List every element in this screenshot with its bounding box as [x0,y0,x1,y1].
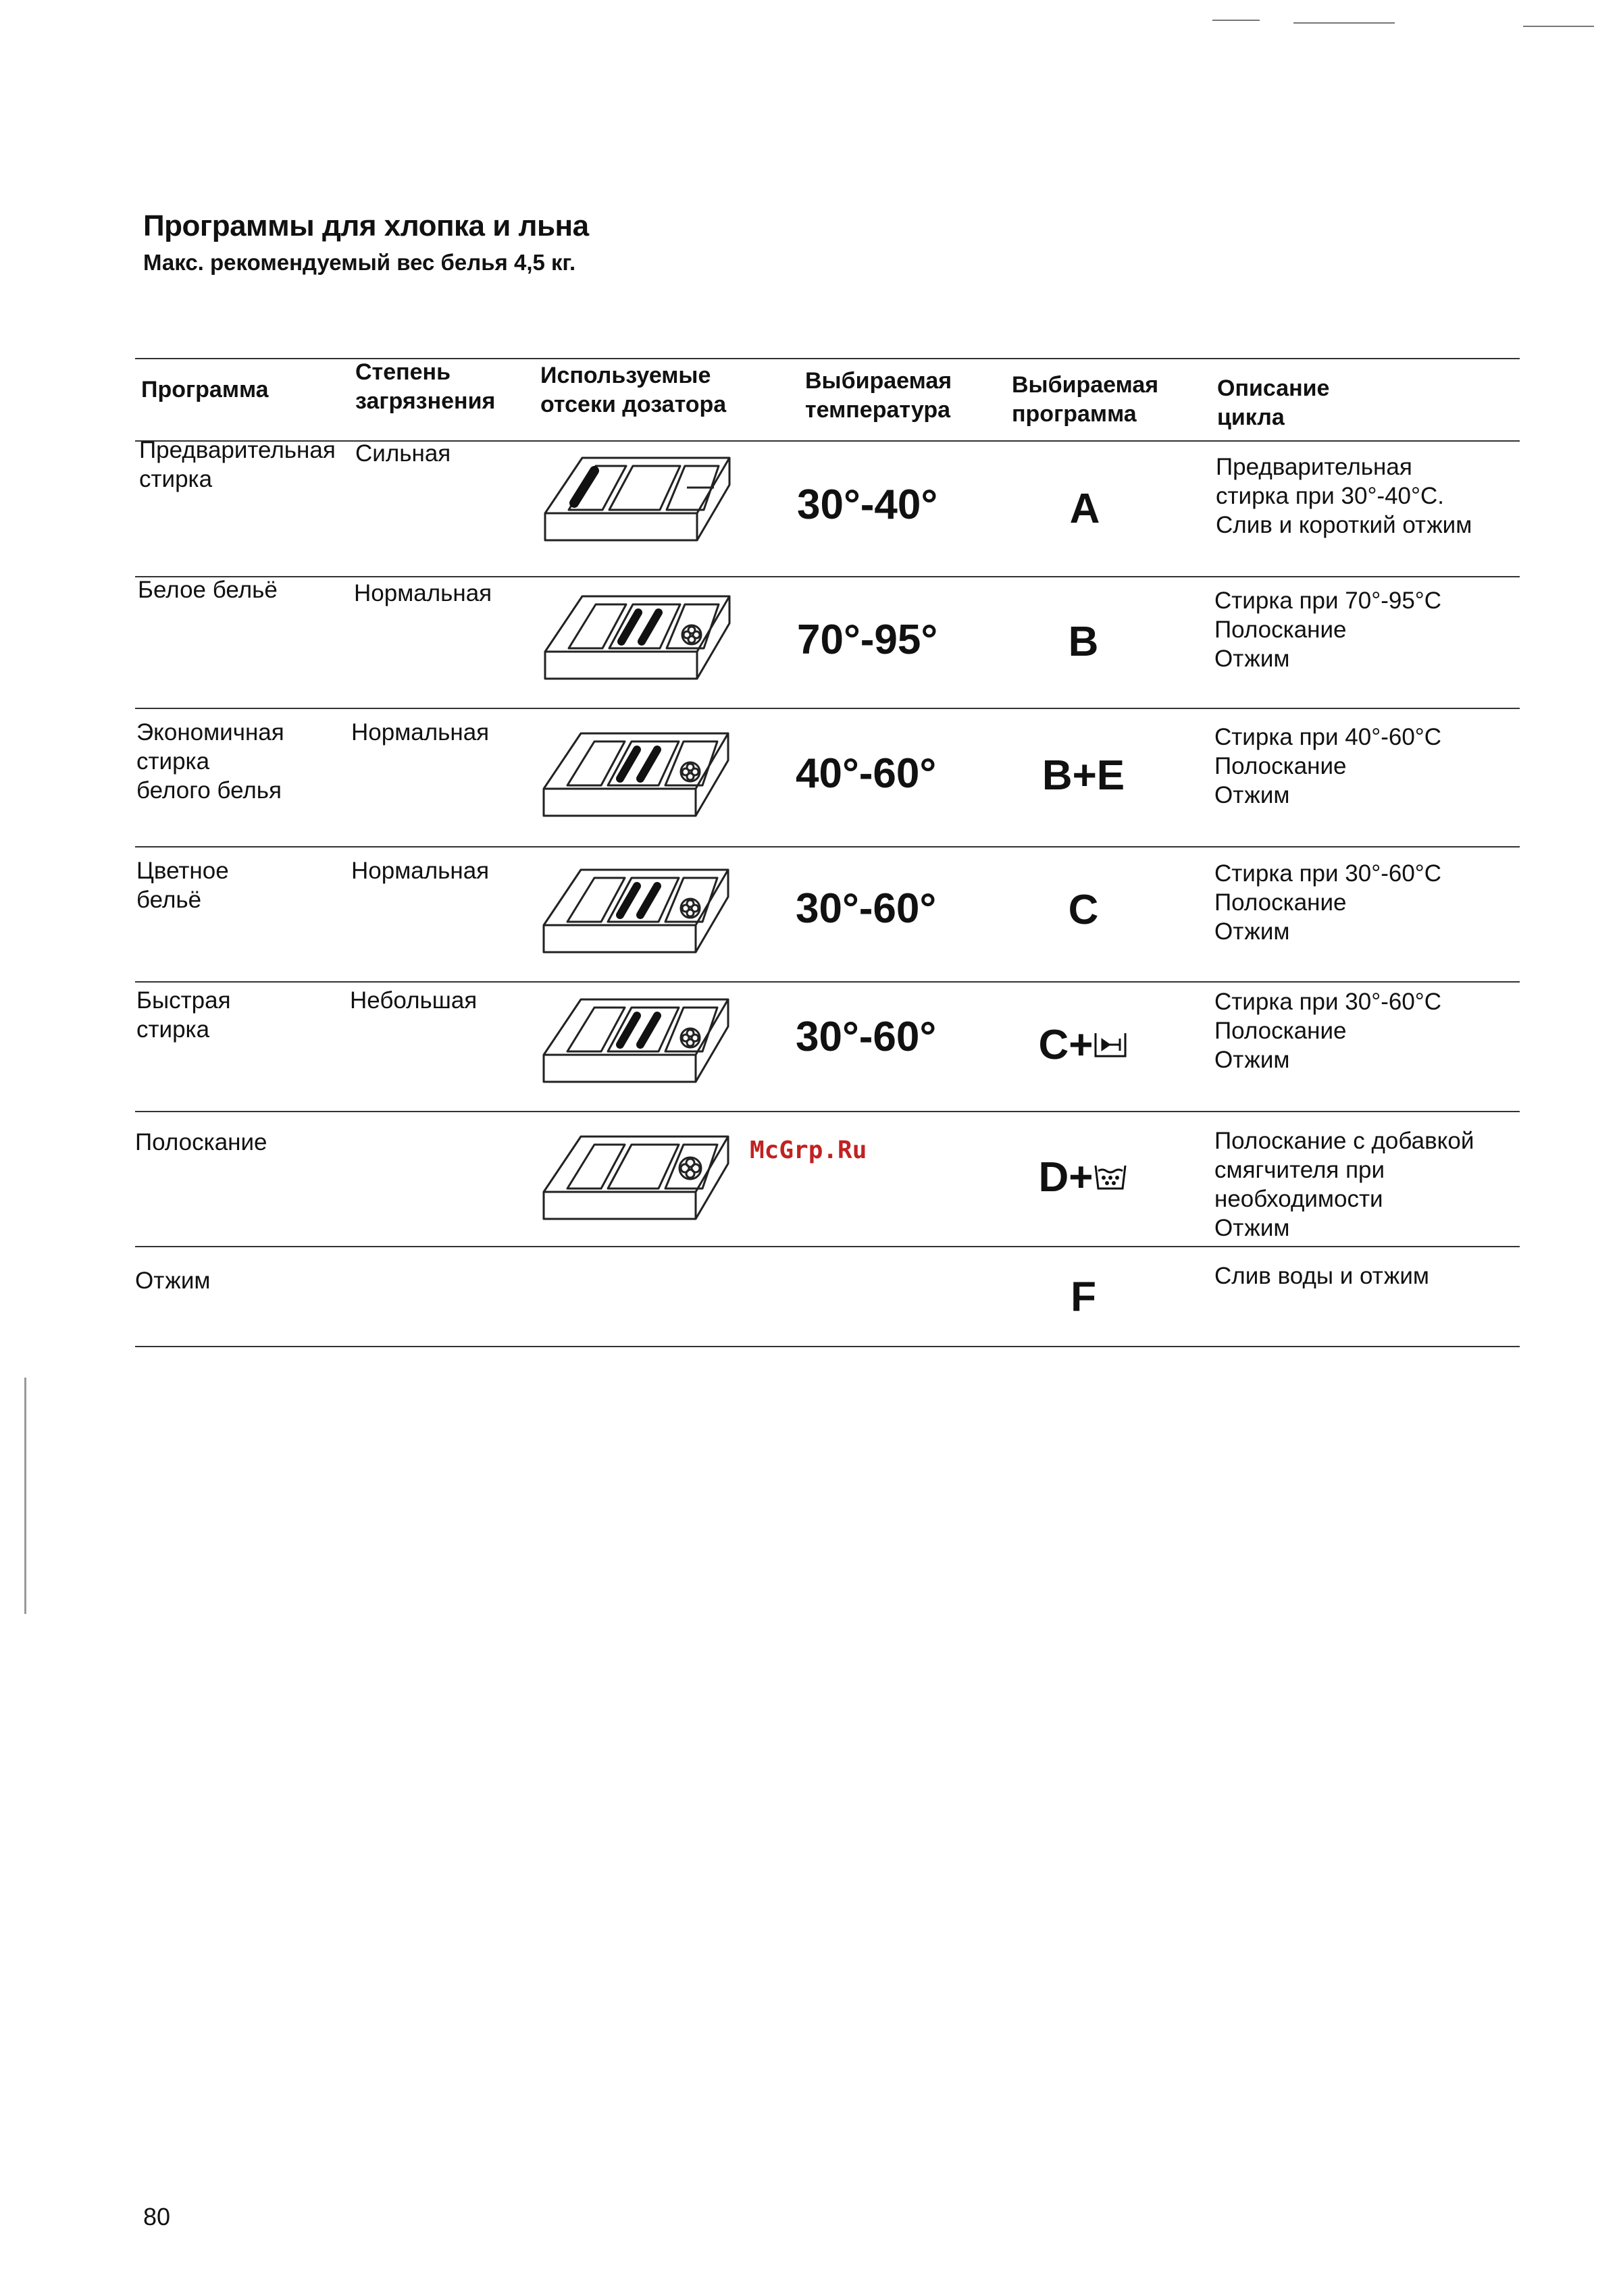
rinse-tub-icon [1093,1162,1128,1191]
dispenser-main-wash-icon [542,584,738,699]
row-divider [135,846,1520,847]
row-description: Предварительная стирка при 30°-40°С. Слив и короткий отжим [1216,454,1472,538]
row-divider [135,1111,1520,1112]
row-description: Стирка при 30°-60°С Полоскание Отжим [1214,860,1442,945]
row-divider [135,708,1520,709]
row-description: Стирка при 40°-60°С Полоскание Отжим [1214,724,1442,808]
dispenser-main-wash-icon [540,987,736,1102]
table-bottom-rule [135,1346,1520,1347]
row-soil: Сильная [355,440,451,467]
row-selection: B [1068,619,1099,665]
row-description: Стирка при 30°-60°С Полоскание Отжим [1214,989,1442,1073]
row-description: Стирка при 70°-95°С Полоскание Отжим [1214,588,1442,672]
dispenser-main-wash-icon [540,858,736,972]
row-program: Предварительная стирка [139,437,336,492]
row-selection: C [1068,887,1099,933]
quick-wash-icon [1093,1030,1128,1059]
row-divider [135,576,1520,577]
row-selection: A [1069,486,1100,532]
row-program: Полоскание [135,1129,267,1155]
header-soil: Степень загрязнения [355,359,496,414]
table-header-rule [135,440,1520,442]
page-title: Программы для хлопка и льна [143,209,589,242]
scan-dash [1293,22,1395,24]
header-dispenser: Используемые отсеки дозатора [540,363,727,417]
dispenser-softener-icon [540,1124,736,1239]
row-selection: D+ [1009,1153,1158,1201]
row-temperature: 70°-95° [797,617,938,663]
row-divider [135,1246,1520,1247]
row-temperature: 30°-60° [796,885,937,932]
row-description: Слив воды и отжим [1214,1263,1429,1289]
header-temperature: Выбираемая температура [805,368,952,423]
row-program: Быстрая стирка [136,987,231,1043]
scan-dash [1523,26,1594,27]
row-soil: Нормальная [354,580,492,606]
row-program: Цветное бельё [136,858,229,913]
row-program: Экономичная стирка белого белья [136,719,284,804]
row-temperature: 40°-60° [796,750,937,797]
row-temperature: 30°-60° [796,1014,937,1060]
dispenser-prewash-icon [542,446,738,560]
scan-dash [1212,20,1260,21]
row-soil: Нормальная [351,858,490,884]
row-selection: F [1071,1274,1096,1320]
row-description: Полоскание с добавкой смягчителя при необходимости Отжим [1214,1128,1474,1241]
row-selection: C+ [1009,1021,1158,1069]
header-program: Программа [141,377,269,402]
header-description: Описание цикла [1217,375,1330,430]
row-divider [135,981,1520,983]
row-soil: Нормальная [351,719,490,746]
table-top-rule [135,358,1520,359]
row-temperature: 30°-40° [797,481,938,528]
page-subtitle: Макс. рекомендуемый вес белья 4,5 кг. [143,250,576,275]
row-soil: Небольшая [350,987,478,1014]
watermark: McGrp.Ru [750,1137,867,1164]
row-program: Белое бельё [138,577,278,603]
header-selection: Выбираемая программа [1012,372,1159,427]
scan-edge-line [24,1378,26,1614]
dispenser-main-wash-icon [540,721,736,836]
row-program: Отжим [135,1268,211,1294]
page-number: 80 [143,2203,171,2230]
row-selection: B+E [1042,752,1125,799]
